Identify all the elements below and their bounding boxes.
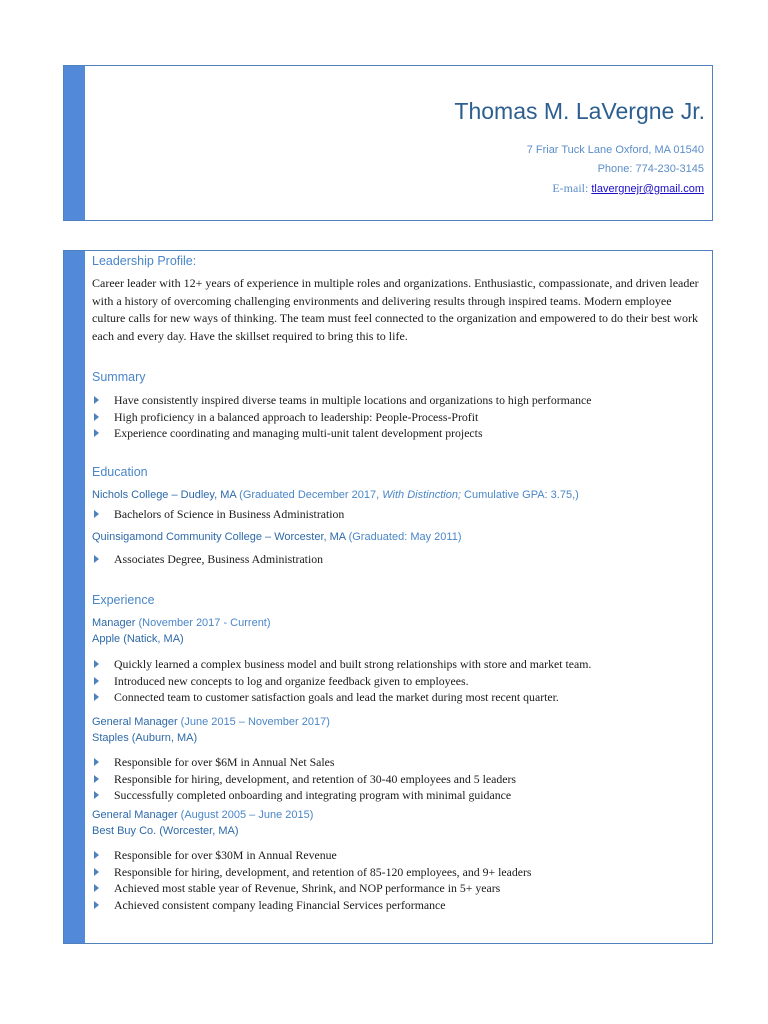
bullet-icon: [94, 413, 99, 421]
summary-heading: Summary: [92, 370, 146, 384]
email-label: E-mail:: [552, 181, 589, 195]
bullet-icon: [94, 555, 99, 563]
job-list: [92, 754, 516, 804]
email-line: [552, 181, 704, 196]
list-item: Achieved most stable year of Revenue, Shrink, and NOP performance in 5+ years: [92, 880, 531, 897]
accent-bar: [64, 251, 85, 943]
bullet-icon: [94, 791, 99, 799]
job-list: [92, 656, 591, 706]
list-item: Associates Degree, Business Administration: [92, 551, 323, 568]
list-item: Responsible for over $6M in Annual Net Sales: [92, 754, 516, 771]
accent-bar: [64, 66, 85, 220]
phone: Phone: 774-230-3145: [597, 163, 704, 175]
bullet-icon: [94, 396, 99, 404]
bullet-icon: [94, 677, 99, 685]
school-line: Nichols College – Dudley, MA (Graduated December 2017, With Distinction; Cumulative GPA: 3.75,): [92, 489, 579, 501]
email-link[interactable]: tlavergnejr@gmail.com: [591, 183, 704, 195]
school-line: Quinsigamond Community College – Worcester, MA (Graduated: May 2011): [92, 531, 462, 543]
job-list: [92, 847, 531, 913]
bullet-icon: [94, 758, 99, 766]
school-list: [92, 506, 344, 523]
bullet-icon: [94, 693, 99, 701]
list-item: Connected team to customer satisfaction goals and lead the market during most recent quarter.: [92, 689, 591, 706]
address: 7 Friar Tuck Lane Oxford, MA 01540: [526, 144, 704, 156]
list-item: Bachelors of Science in Business Administration: [92, 506, 344, 523]
bullet-icon: [94, 884, 99, 892]
body-box: [63, 250, 713, 944]
bullet-icon: [94, 901, 99, 909]
bullet-icon: [94, 851, 99, 859]
leadership-heading: Leadership Profile:: [92, 254, 197, 268]
job-title-line: General Manager (August 2005 – June 2015): [92, 809, 314, 821]
list-item: Quickly learned a complex business model and built strong relationships with store and market team.: [92, 656, 591, 673]
candidate-name: Thomas M. LaVergne Jr.: [454, 98, 705, 124]
bullet-icon: [94, 660, 99, 668]
list-item: Responsible for over $30M in Annual Revenue: [92, 847, 531, 864]
bullet-icon: [94, 429, 99, 437]
list-item: Introduced new concepts to log and organize feedback given to employees.: [92, 673, 591, 690]
list-item: Successfully completed onboarding and integrating program with minimal guidance: [92, 787, 516, 804]
list-item: Have consistently inspired diverse teams in multiple locations and organizations to high performance: [92, 392, 591, 409]
list-item: High proficiency in a balanced approach to leadership: People-Process-Profit: [92, 409, 591, 426]
list-item: Responsible for hiring, development, and retention of 85-120 employees, and 9+ leaders: [92, 864, 531, 881]
experience-heading: Experience: [92, 593, 155, 607]
list-item: Responsible for hiring, development, and retention of 30-40 employees and 5 leaders: [92, 771, 516, 788]
job-title-line: Manager (November 2017 - Current): [92, 617, 271, 629]
job-company: Apple (Natick, MA): [92, 633, 184, 645]
header-box: [63, 65, 713, 221]
bullet-icon: [94, 510, 99, 518]
list-item: Achieved consistent company leading Financial Services performance: [92, 897, 531, 914]
education-heading: Education: [92, 465, 148, 479]
list-item: Experience coordinating and managing multi-unit talent development projects: [92, 425, 591, 442]
bullet-icon: [94, 775, 99, 783]
school-list: [92, 551, 323, 568]
job-company: Best Buy Co. (Worcester, MA): [92, 825, 239, 837]
leadership-text: Career leader with 12+ years of experience in multiple roles and organizations. Enthusiastic, compassionate, and driven leader with a history of overcoming challenging environments and delivering results through inspired teams. Modern employee culture calls for new ways of thinking. The team must feel connected to the organization and empowered to do their best work each and every day. Have the skillset required to bring this to life.: [92, 276, 699, 343]
job-title-line: General Manager (June 2015 – November 2017): [92, 716, 330, 728]
summary-list: [92, 392, 591, 442]
job-company: Staples (Auburn, MA): [92, 732, 198, 744]
bullet-icon: [94, 868, 99, 876]
